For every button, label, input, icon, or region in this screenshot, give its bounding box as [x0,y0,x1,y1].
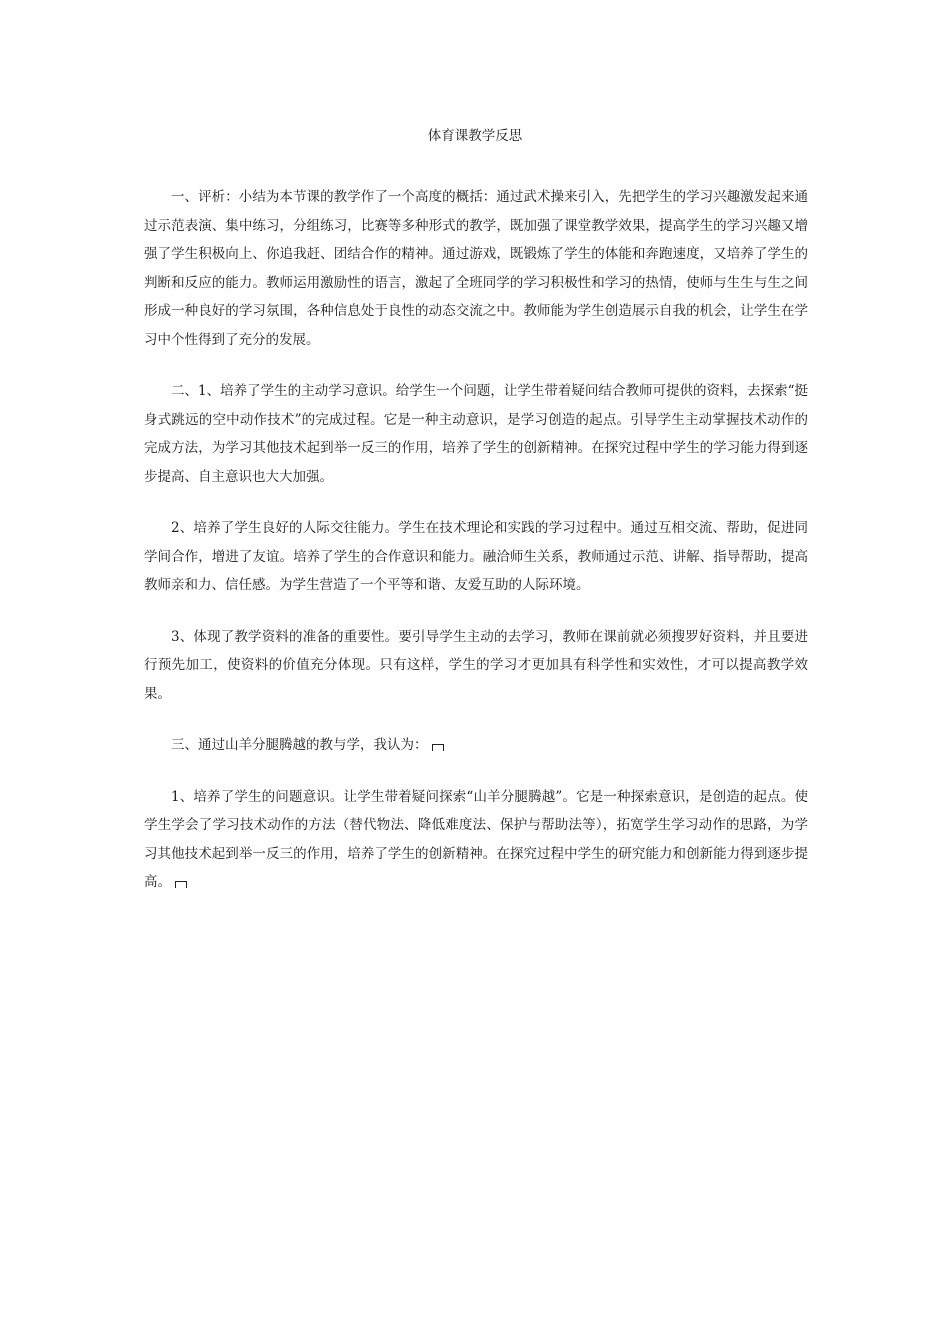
document-body [144,183,808,920]
paragraph-5-text: 三、通过山羊分腿腾越的教与学，我认为： [171,737,428,753]
paragraph-mark-icon [432,744,444,751]
paragraph-4 [144,623,808,709]
paragraph-2-text: 二、1、培养了学生的主动学习意识。给学生一个问题，让学生带着疑问结合教师可提供的资料，去探索“挺身式跳远的空中动作技术”的完成过程。它是一种主动意识，是学习创造的起点。引导学生主动掌握技术动作的完成方法，为学习其他技术起到举一反三的作用，培养了学生的创新精神。在探究过程中学生的学习能力得到逐步提高、自主意识也大大加强。 [144,383,808,485]
paragraph-5 [144,731,808,760]
paragraph-1 [144,183,808,354]
paragraph-6 [144,783,808,897]
paragraph-2 [144,377,808,491]
paragraph-mark-icon [175,881,187,888]
paragraph-6-text: 1、培养了学生的问题意识。让学生带着疑问探索“山羊分腿腾越”。它是一种探索意识，是创造的起点。使学生学会了学习技术动作的方法（替代物法、降低难度法、保护与帮助法等），拓宽学生学习动作的思路，为学习其他技术起到举一反三的作用，培养了学生的创新精神。在探究过程中学生的研究能力和创新能力得到逐步提高。 [144,788,808,890]
paragraph-3 [144,514,808,600]
paragraph-4-text: 3、体现了教学资料的准备的重要性。要引导学生主动的去学习，教师在课前就必须搜罗好资料，并且要进行预先加工，使资料的价值充分体现。只有这样，学生的学习才更加具有科学性和实效性，才可以提高教学效果。 [144,628,808,702]
paragraph-3-text: 2、培养了学生良好的人际交往能力。学生在技术理论和实践的学习过程中。通过互相交流、帮助，促进同学间合作，增进了友谊。培养了学生的合作意识和能力。融洽师生关系，教师通过示范、讲解、指导帮助，提高教师亲和力、信任感。为学生营造了一个平等和谐、友爱互助的人际环境。 [144,520,808,593]
paragraph-1-text: 一、评析：小结为本节课的教学作了一个高度的概括：通过武术操来引入，先把学生的学习兴趣激发起来通过示范表演、集中练习，分组练习，比赛等多种形式的教学，既加强了课堂教学效果，提高学生的学习兴趣又增强了学生积极向上、你追我赶、团结合作的精神。通过游戏，既锻炼了学生的体能和奔跑速度，又培养了学生的判断和反应的能力。教师运用激励性的语言，激起了全班同学的学习积极性和学习的热情，使师与生生与生之间形成一种良好的学习氛围，各种信息处于良性的动态交流之中。教师能为学生创造展示自我的机会，让学生在学习中个性得到了充分的发展。 [144,189,808,348]
document-title: 体育课教学反思 [427,128,523,144]
